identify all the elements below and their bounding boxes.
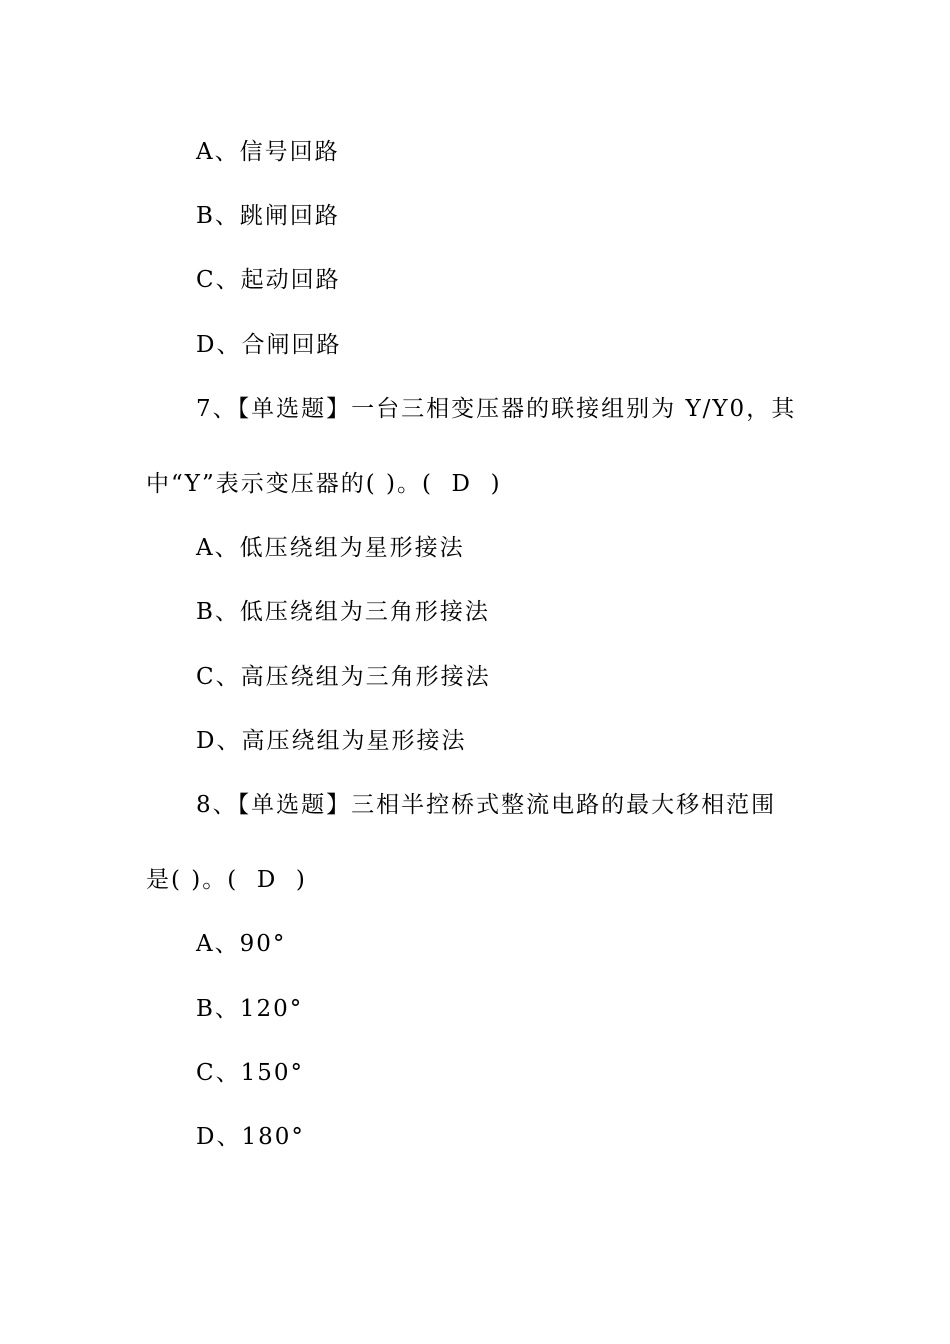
q7-question-line2: 中“Y”表示变压器的( )。( D )	[146, 471, 502, 497]
q8-option-c: C、150°	[196, 1060, 304, 1086]
q7-option-d: D、高压绕组为星形接法	[196, 728, 467, 754]
q6-option-b: B、跳闸回路	[196, 203, 340, 229]
q8-option-b: B、120°	[196, 996, 304, 1022]
q6-option-c: C、起动回路	[196, 267, 341, 293]
q6-option-d: D、合闸回路	[196, 332, 342, 358]
q6-option-a: A、信号回路	[196, 139, 340, 165]
q8-option-d: D、180°	[196, 1124, 305, 1150]
q7-option-a: A、低压绕组为星形接法	[196, 535, 465, 561]
q8-option-a: A、90°	[196, 931, 287, 957]
q8-question-line1: 8、【单选题】三相半控桥式整流电路的最大移相范围	[196, 792, 777, 818]
q7-question-line1: 7、【单选题】一台三相变压器的联接组别为 Y/Y0，其	[196, 396, 797, 422]
q8-question-line2: 是( )。( D )	[146, 867, 307, 893]
q7-option-c: C、高压绕组为三角形接法	[196, 664, 491, 690]
q7-option-b: B、低压绕组为三角形接法	[196, 599, 490, 625]
